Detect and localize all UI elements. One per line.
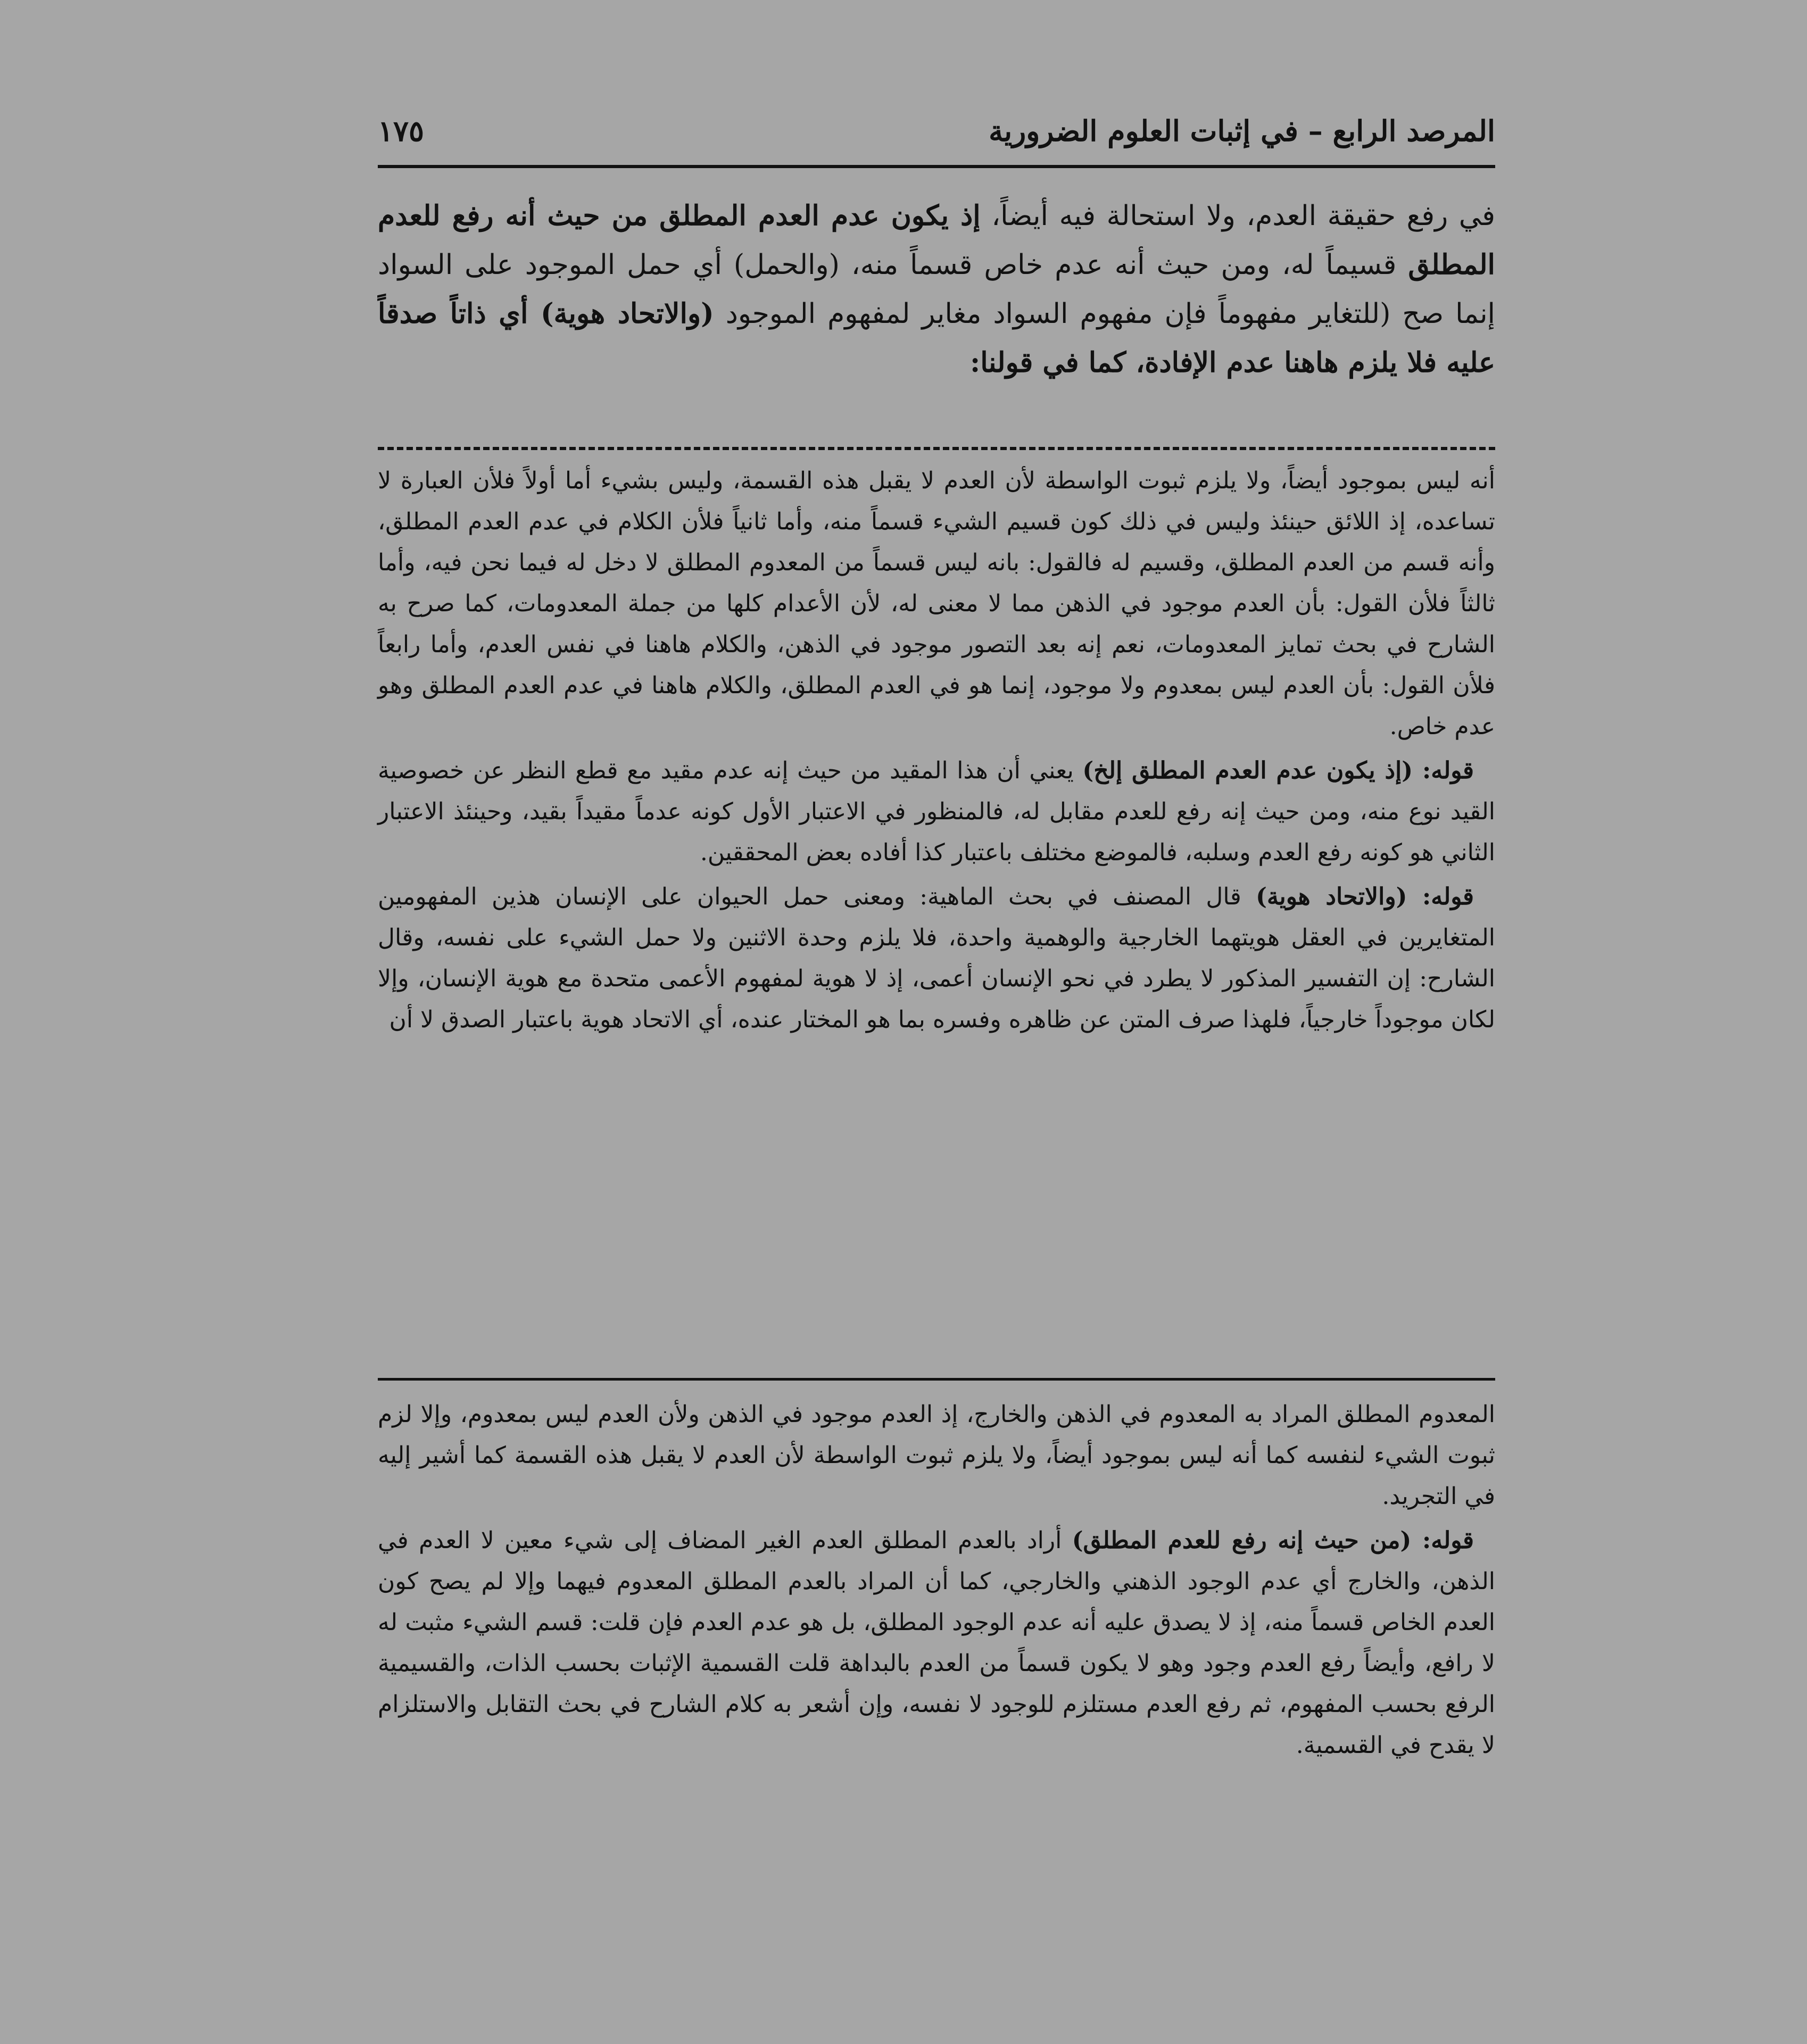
commentary-paragraph	[378, 876, 1495, 1040]
page	[378, 106, 1495, 1942]
dashed-separator	[378, 447, 1495, 450]
commentary-paragraph	[378, 750, 1495, 873]
commentary-paragraph: أنه ليس بموجود أيضاً، ولا يلزم ثبوت الواسطة لأن العدم لا يقبل هذه القسمة، وليس بشيء أما أولاً فلأن العبارة لا تساعده، إذ اللائق حينئذ وليس في ذلك كون قسيم الشيء قسماً منه، وأما ثانياً فلأن الكلام في عدم العدم المطلق، وأنه قسم من العدم المطلق، وقسيم له فالقول: بانه ليس قسماً من المعدوم المطلق لا دخل له فيما نحن فيه، وأما ثالثاً فلأن القول: بأن العدم موجود في الذهن مما لا معنى له، لأن الأعدام كلها من جملة المعدومات، كما صرح به الشارح في بحث تمايز المعدومات، نعم إنه بعد التصور موجود في الذهن، والكلام هاهنا في نفس العدم، وأما رابعاً فلأن القول: بأن العدم ليس بمعدوم ولا موجود، إنما هو في العدم المطلق، والكلام هاهنا في عدم العدم المطلق وهو عدم خاص.	[378, 467, 1495, 740]
qawluh-label: قوله: (من حيث إنه رفع للعدم المطلق)	[1072, 1527, 1474, 1554]
page-number: ١٧٥	[378, 114, 425, 148]
footnote-divider	[378, 1378, 1495, 1381]
commentary-body: أراد بالعدم المطلق العدم الغير المضاف إلى شيء معين لا العدم في الذهن، والخارج أي عدم الوجود الذهني والخارجي، كما أن المراد بالعدم المطلق المعدوم فيهما وإلا لم يصح كون العدم الخاص قسماً منه، إذ لا يصدق عليه أنه عدم الوجود المطلق، بل هو عدم العدم فإن قلت: قسم الشيء مثبت له لا رافع، وأيضاً رفع العدم وجود وهو لا يكون قسماً من العدم بالبداهة قلت القسمية الإثبات بحسب الذات، والقسيمية الرفع بحسب المفهوم، ثم رفع العدم مستلزم للوجود لا نفسه، وإن أشعر به كلام الشارح في بحث التقابل والاستلزام لا يقدح في القسمية.	[378, 1527, 1496, 1759]
main-text-segment: في رفع حقيقة العدم، ولا استحالة فيه أيضاً،	[980, 200, 1495, 232]
commentary-paragraph	[378, 1520, 1495, 1766]
commentary-body: قال المصنف في بحث الماهية: ومعنى حمل الحيوان على الإنسان هذين المفهومين المتغايرين في العقل هويتهما الخارجية والوهمية واحدة، فلا يلزم وحدة الاثنين ولا حمل الشيء على نفسه، وقال الشارح: إن التفسير المذكور لا يطرد في نحو الإنسان أعمى، إذ لا هوية لمفهوم الأعمى متحدة مع هوية الإنسان، وإلا لكان موجوداً خارجياً، فلهذا صرف المتن عن ظاهره وفسره بما هو المختار عنده، أي الاتحاد هوية باعتبار الصدق لا أن	[378, 883, 1495, 1033]
commentary-body: يعني أن هذا المقيد من حيث إنه عدم مقيد مع قطع النظر عن خصوصية القيد نوع منه، ومن حيث إنه رفع للعدم مقابل له، فالمنظور في الاعتبار الأول كونه عدماً مقيداً بقيد، وحينئذ الاعتبار الثاني هو كونه رفع العدم وسلبه، فالموضع مختلف باعتبار كذا أفاده بعض المحققين.	[378, 757, 1495, 866]
commentary-paragraph: المعدوم المطلق المراد به المعدوم في الذهن والخارج، إذ العدم موجود في الذهن ولأن العدم ليس بمعدوم، وإلا لزم ثبوت الشيء لنفسه كما أنه ليس بموجود أيضاً، ولا يلزم ثبوت الواسطة لأن العدم لا يقبل هذه القسمة كما أشير إليه في التجريد.	[378, 1401, 1495, 1510]
main-text-segment: قسيماً له، ومن حيث أنه عدم خاص قسماً منه، (والحمل) أي حمل الموجود على السواد إنما صح (للتغاير مفهوماً فإن مفهوم السواد مغاير لمفهوم الموجود	[378, 249, 1495, 330]
commentary-bottom	[378, 1394, 1495, 1769]
running-head	[378, 106, 1495, 168]
qawluh-label: قوله: (إذ يكون عدم العدم المطلق إلخ)	[1082, 757, 1474, 784]
main-text-bold-segment: إذ يكون عدم العدم المطلق من حيث أنه رفع للعدم المطلق	[378, 200, 1495, 281]
main-text-bold-segment: (والاتحاد هوية) أي ذاتاً صدقاً عليه فلا يلزم هاهنا عدم الإفادة، كما في قولنا:	[378, 297, 1495, 379]
running-title: المرصد الرابع – في إثبات العلوم الضرورية	[989, 114, 1495, 148]
main-text	[378, 192, 1495, 387]
commentary-top	[378, 460, 1495, 1043]
qawluh-label: قوله: (والاتحاد هوية)	[1256, 883, 1474, 910]
